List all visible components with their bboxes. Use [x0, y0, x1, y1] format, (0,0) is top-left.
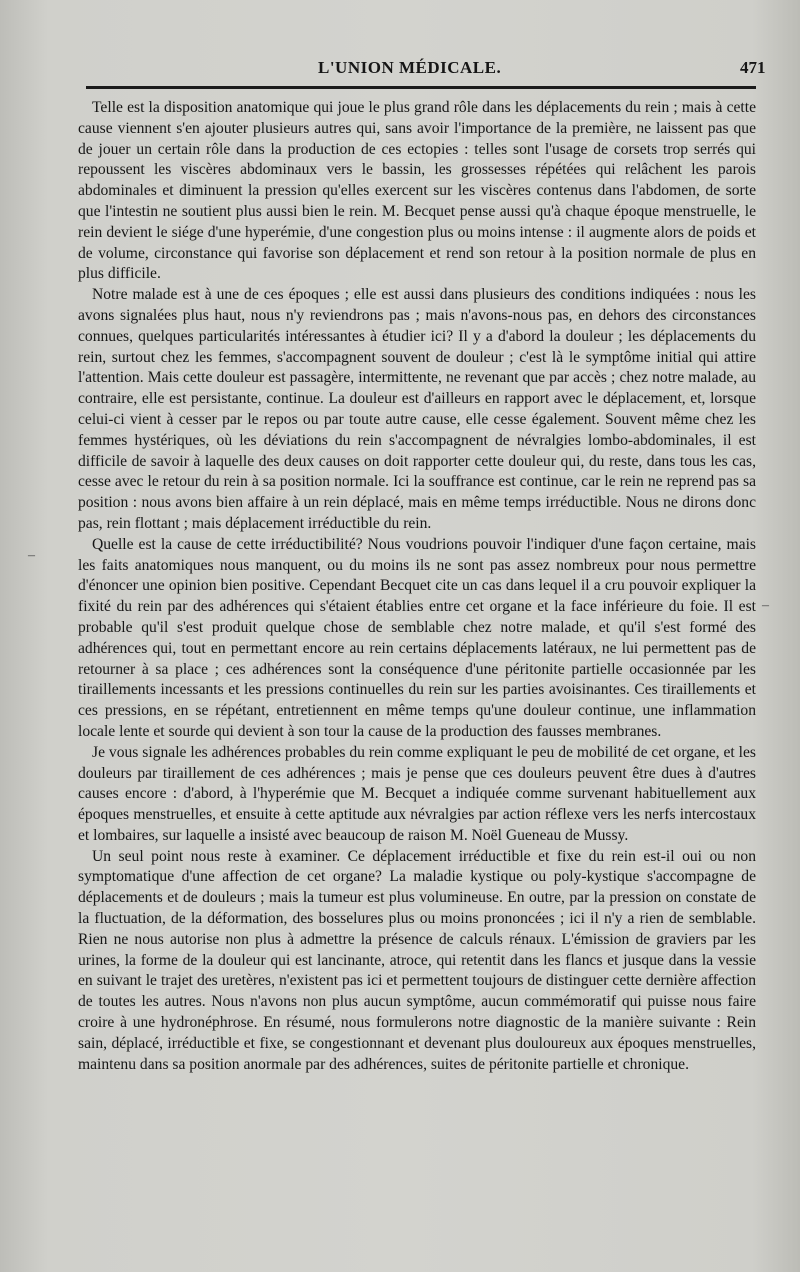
paragraph-diagnosis: Un seul point nous reste à examiner. Ce déplacement irréductible et fixe du rein est-il oui ou non symptomatique d'une affection de cet organe? La maladie kystique ou poly-kystique s'accompagne de déplacements et de douleurs ; mais la tumeur est plus volumineuse. En outre, par la pression on constate de la fluctuation, de la déformation, des bosselures plus ou moins prononcées ; ici il n'y a rien de semblable. Rien ne nous autorise non plus à admettre la présence de calculs rénaux. L'émission de graviers par les urines, la forme de la douleur qui est lancinante, atroce, qui retentit dans les flancs et jusque dans la vessie en suivant le trajet des uretères, n'existent pas ici et permettent toujours de distinguer cette dernière affection de toutes les autres. Nous n'avons non plus aucun symptôme, aucun commémoratif qui puisse nous faire croire à une hydronéphrose. En résumé, nous formulerons notre diagnostic de la manière suivante : Rein sain, déplacé, irréductible et fixe, se congestionnant et devenant plus douloureux aux époques menstruelles, maintenu dans sa position anormale par des adhérences, suites de péritonite partielle et chronique. [78, 847, 756, 1073]
margin-mark-right: – [762, 598, 769, 613]
paragraph-irreducibility: Quelle est la cause de cette irréductibilité? Nous voudrions pouvoir l'indiquer d'une façon certaine, mais les faits anatomiques nous manquent, ou du moins ils ne sont pas assez nombreux pour nous permettre d'énoncer une opinion bien positive. Cependant Becquet cite un cas dans lequel il a cru pouvoir expliquer la fixité du rein par des adhérences qui s'étaient établies entre cet organe et la face inférieure du foie. Il est probable qu'il s'est produit quelque chose de semblable chez notre malade, et qu'il s'est formé des adhérences qui, tout en permettant encore au rein certains déplacements latéraux, ne lui permettent pas de retourner à sa place ; ces adhérences sont la conséquence d'une péritonite partielle occasionnée par les tiraillements incessants et les pressions continuelles du rein sur les parties avoisinantes. Ces tiraillements et ces pressions, en se répétant, entretiennent en même temps qu'une douleur continue, une inflammation locale lente et sourde qui devient à son tour la cause de la production des fausses membranes. [78, 535, 756, 740]
paragraph-patient-pain: Notre malade est à une de ces époques ; elle est aussi dans plusieurs des conditions indiquées : nous les avons signalées plus haut, nous n'y reviendrons pas ; mais n'avons-nous pas, en dehors des circonstances connues, quelques particularités intéressantes à étudier ici? Il y a d'abord la douleur ; les déplacements du rein, surtout chez les femmes, s'accompagnent souvent de douleur ; c'est là le symptôme initial qui attire l'attention. Mais cette douleur est passagère, intermittente, ne revenant que par accès ; chez notre malade, au contraire, elle est persistante, continue. La douleur est d'ailleurs en rapport avec le déplacement, et, lorsque celui-ci vient à cesser par le repos ou par toute autre cause, elle cesse également. Souvent même chez les femmes hystériques, où les déviations du rein s'accompagnent de névralgies lombo-abdominales, il est difficile de savoir à laquelle des deux causes on doit rapporter cette douleur qui, du reste, dans tous les cas, cesse avec le retour du rein à sa position normale. Ici la souffrance est continue, car le rein ne reprend pas sa position : nous avons bien affaire à un rein déplacé, mais en même temps irréductible. Nous ne dirons donc pas, rein flottant ; mais déplacement irréductible du rein. [78, 286, 756, 532]
article-body [78, 98, 756, 1075]
page-header [0, 58, 800, 84]
header-rule [86, 86, 756, 89]
margin-mark-left: – [28, 548, 35, 563]
paragraph-anatomy: Telle est la disposition anatomique qui joue le plus grand rôle dans les déplacements du rein ; mais à cette cause viennent s'en ajouter plusieurs autres qui, sans avoir l'importance de la première, ne laissent pas que de jouer un certain rôle dans la production de ces ectopies : telles sont l'usage de corsets trop serrés qui repoussent les viscères abdominaux vers le bassin, les grossesses répétées qui relâchent les parois abdominales et diminuent la pression qu'elles exercent sur les viscères contenus dans l'abdomen, de sorte que l'intestin ne soutient plus aussi bien le rein. M. Becquet pense aussi qu'à chaque époque menstruelle, le rein devient le siége d'une hyperémie, d'une congestion plus ou moins intense : il augmente alors de poids et de volume, circonstance qui favorise son déplacement et rend son retour à la position normale de plus en plus difficile. [78, 99, 756, 283]
running-title: L'UNION MÉDICALE. [318, 58, 502, 77]
page-number: 471 [740, 58, 766, 77]
paragraph-adhesions: Je vous signale les adhérences probables du rein comme expliquant le peu de mobilité de cet organe, et les douleurs par tiraillement de ces adhérences ; mais je pense que ces douleurs peuvent être dues à d'autres causes encore : d'abord, à l'hyperémie que M. Becquet a indiquée comme survenant habituellement aux époques menstruelles, et ensuite à cette aptitude aux névralgies par action réflexe vers les nerfs intercostaux et lombaires, sur laquelle a insisté avec beaucoup de raison M. Noël Gueneau de Mussy. [78, 743, 756, 844]
